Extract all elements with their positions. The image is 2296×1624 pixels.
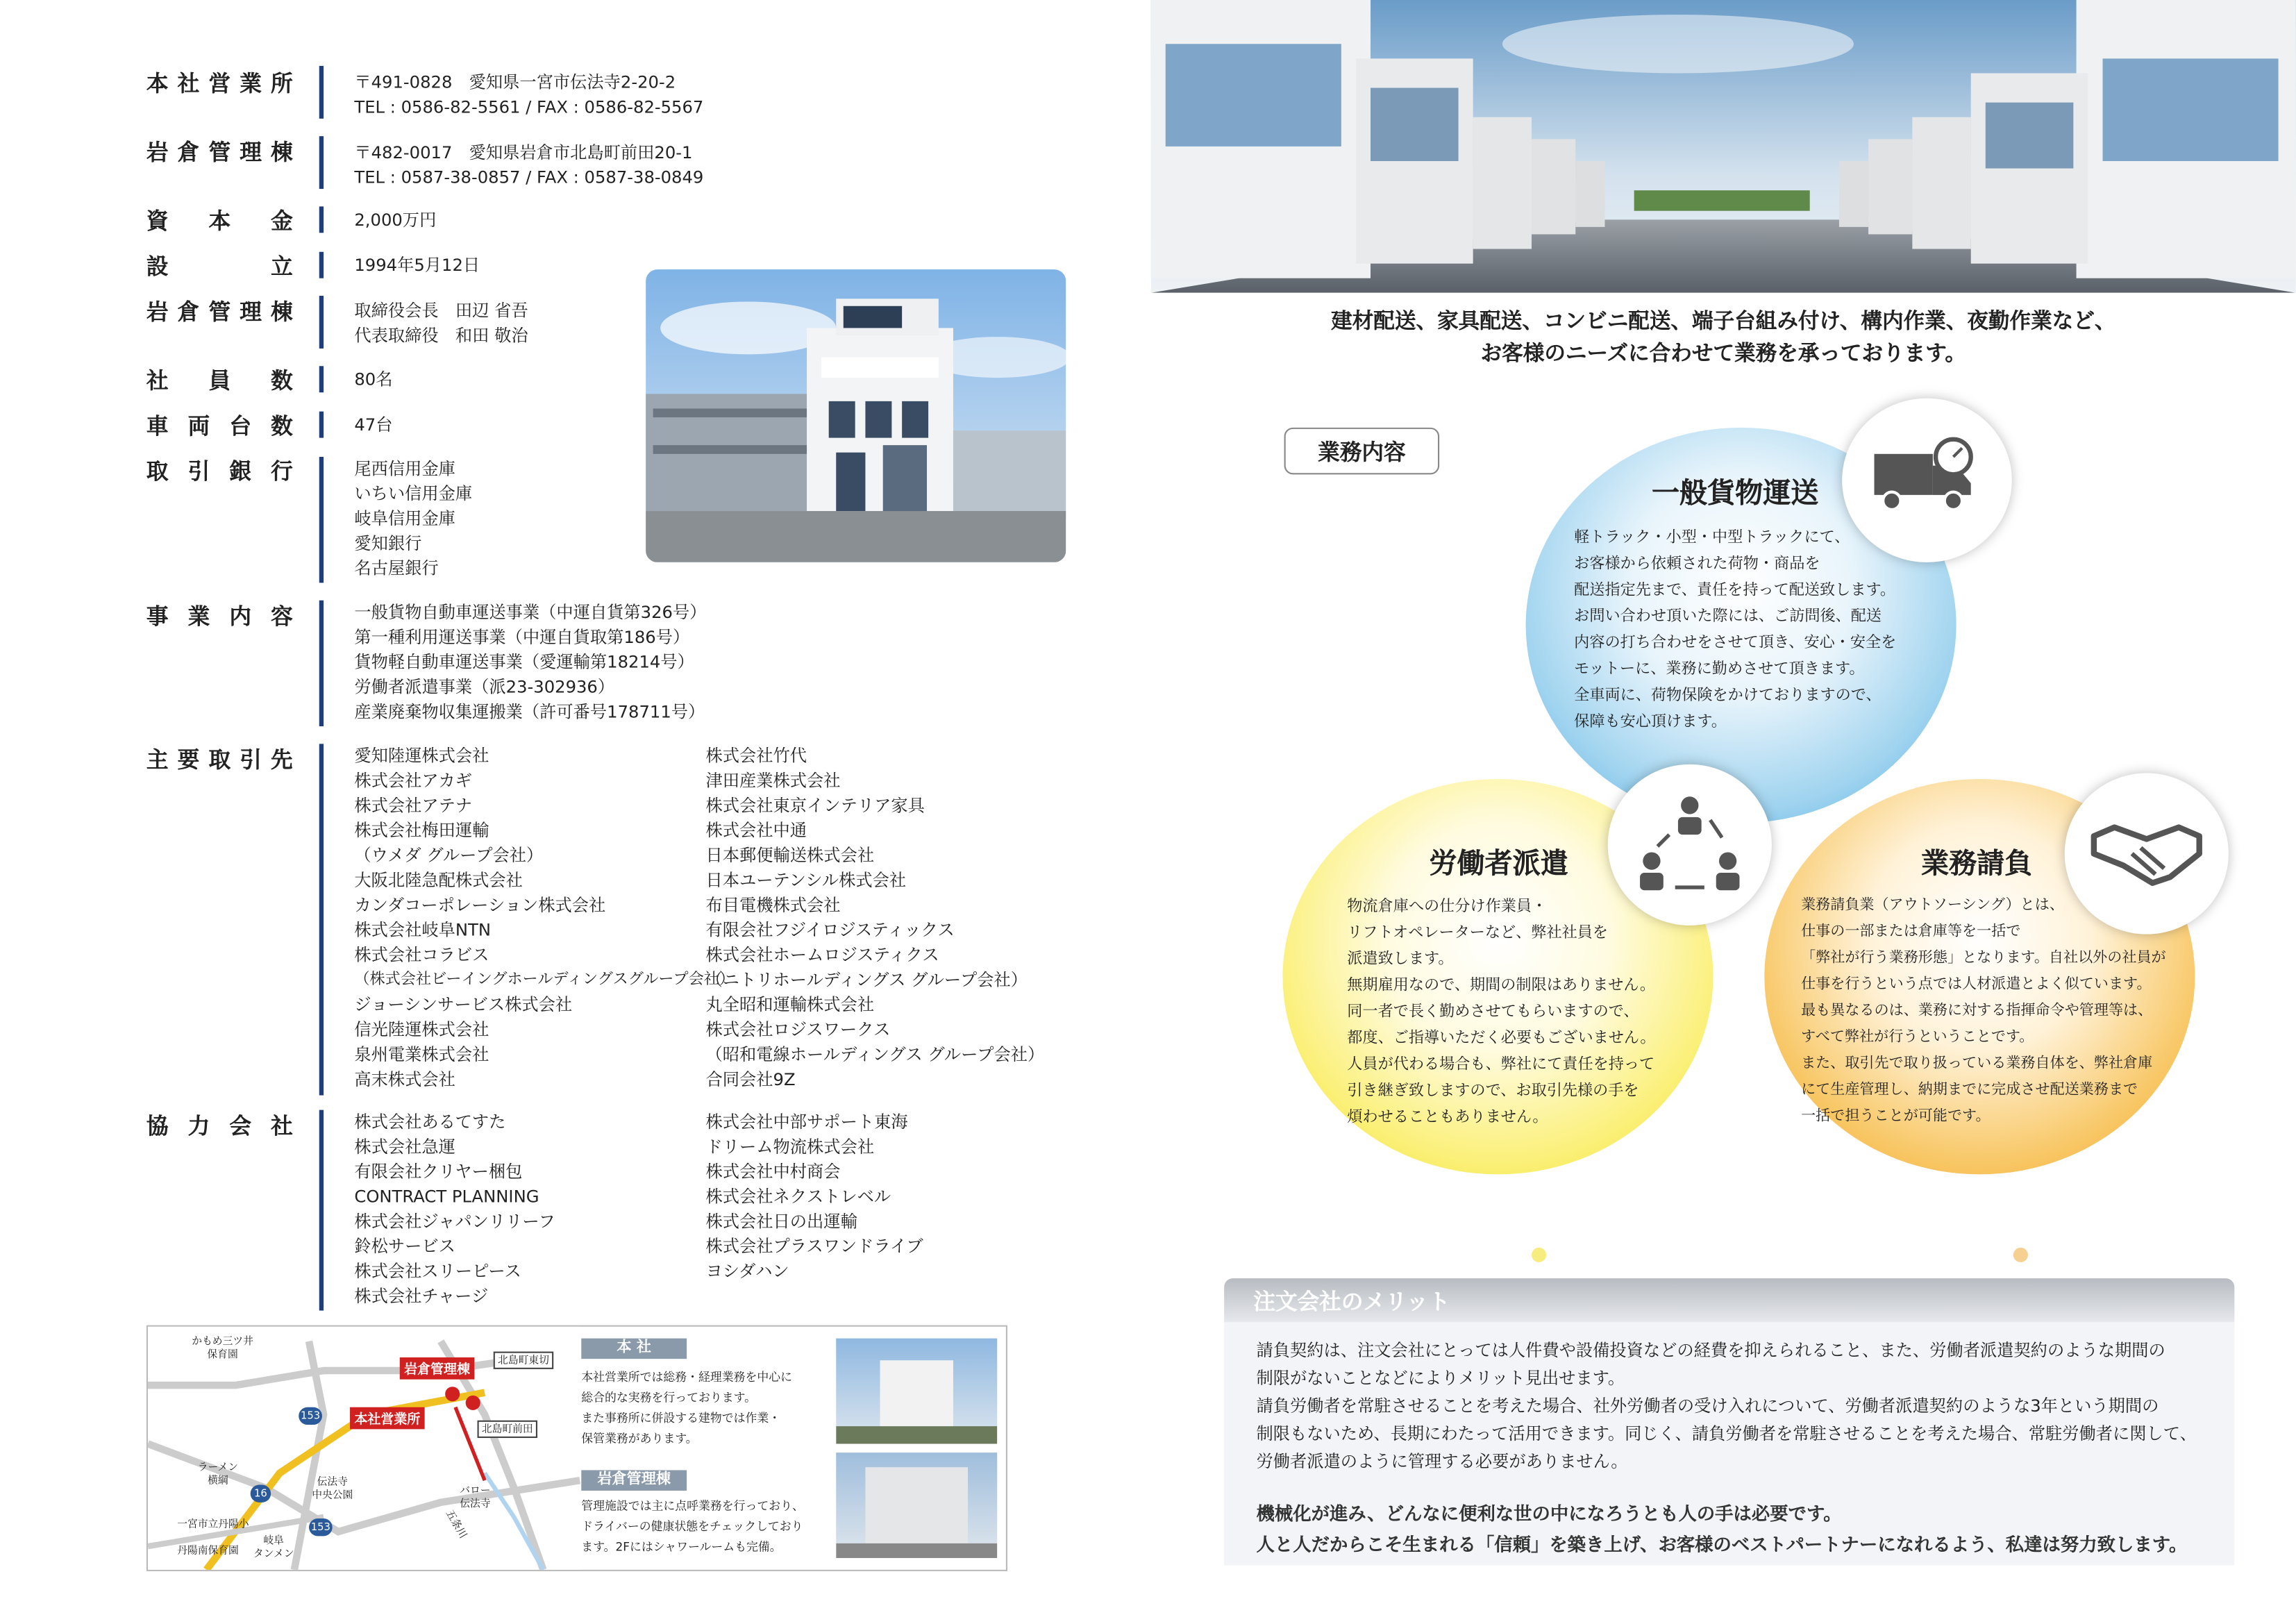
honsha-address: 〒491-0828 愛知県一宮市伝法寺2-20-2 TEL : 0586-82-5561 / FAX : 0586-82-5567 [354, 72, 704, 117]
map-label-gifu-tanmen: 岐阜 タンメン [253, 1534, 294, 1560]
founded-value: 1994年5月12日 [354, 254, 480, 276]
service-freight-title: 一般貨物運送 [1651, 477, 1819, 510]
merit-header [1224, 1278, 2234, 1322]
map-label-ichinomiya-school: 一宮市立丹陽小 [177, 1518, 249, 1530]
route-153-badge: 153 [309, 1518, 333, 1536]
closing-line1: 機械化が進み、どんなに便利な世の中になろうとも人の手は必要です。 [1256, 1502, 1842, 1525]
services-heading: 業務内容 [1284, 428, 1440, 474]
access-map [146, 1325, 1007, 1571]
label-iwakura: 岩 倉 管 理 棟 [146, 139, 293, 166]
label-clients: 主 要 取 引 先 [146, 746, 293, 773]
service-dispatch-title: 労働者派遣 [1429, 848, 1568, 880]
capital-value: 2,000万円 [354, 209, 437, 231]
tagline-line1: 建材配送、家具配送、コンビニ配送、端子台組み付け、構内作業、夜勤作業など、 [1331, 310, 2116, 334]
partners-list-2: 株式会社中部サポート東海 ドリーム物流株式会社 株式会社中村商会 株式会社ネクストレベル 株式会社日の出運輸 株式会社プラスワンドライブ ヨシダハン [705, 1111, 923, 1282]
divider-bar [319, 66, 324, 119]
label-capital: 資 本 金 [146, 208, 293, 235]
label-vehicles: 車 両 台 数 [146, 412, 293, 440]
label-banks: 取 引 銀 行 [146, 458, 293, 485]
label-honsha: 本 社 営 業 所 [146, 70, 293, 97]
service-outsourcing-title: 業務請負 [1921, 848, 2033, 880]
divider-bar [319, 744, 324, 1095]
label-founded: 設 立 [146, 253, 293, 280]
route-16-badge: 16 [251, 1485, 271, 1502]
honsha-info-text: 本社営業所では総務・経理業務を中心に 総合的な実務を行っております。 また事務所に併設する建物では作業・ 保管業務があります。 [581, 1371, 792, 1446]
vehicles-value: 47台 [354, 414, 393, 435]
divider-bar [319, 136, 324, 189]
map-label-denpoji-park: 伝法寺 中央公園 [312, 1475, 353, 1501]
service-freight-text: 軽トラック・小型・中型トラックにて、 お客様から依頼された荷物・商品を 配送指定先まで、責任を持って配送致します。 お問い合わせ頂いた際には、ご訪問後、配送 内容の打ち合わせをさせて頂き、安心・安全を モットーに、業務に勤めさせて頂きます。 全車両に、荷物保険をかけておりますので、 保障も安心頂けます。 [1574, 528, 1897, 731]
label-employees: 社 員 数 [146, 367, 293, 394]
divider-bar [319, 601, 324, 726]
decor-dot [1532, 1248, 1546, 1262]
divider-bar [319, 296, 324, 349]
officers-value: 取締役会長 田辺 省吾 代表取締役 和田 敬治 [354, 300, 528, 346]
clients-list-1: 愛知陸運株式会社 株式会社アカギ 株式会社アテナ 株式会社梅田運輸 （ウメダ グループ会社） 大阪北陸急配株式会社 カンダコーポレーション株式会社 株式会社岐阜NTN 株式会社コラビス （株式会社ビーイングホールディングスグループ会社） ジョーシンサービス株式会社 信光陸運株式会社 泉州電業株式会社 高末株式会社 [354, 745, 735, 1090]
label-officers: 岩 倉 管 理 棟 [146, 299, 293, 326]
partners-list-1: 株式会社あるてすた 株式会社急運 有限会社クリヤー梱包 CONTRACT PLANNING 株式会社ジャパンリリーフ 鈴松サービス 株式会社スリーピース 株式会社チャージ [354, 1111, 555, 1307]
divider-bar [319, 366, 324, 392]
divider-bar [319, 412, 324, 438]
route-153-badge: 153 [299, 1407, 322, 1425]
map-label-valor: バロー 伝法寺 [460, 1484, 491, 1510]
iwakura-photo [836, 1453, 997, 1558]
map-label-kamome: かもめ三ツ井 保育園 [192, 1335, 253, 1361]
honsha-photo [836, 1339, 997, 1444]
employees-value: 80名 [354, 369, 393, 390]
map-label-honsha: 本社営業所 [350, 1407, 425, 1430]
iwakura-info-title: 岩倉管理棟 [581, 1470, 687, 1491]
map-label-kitajima-higashi: 北島町東切 [494, 1352, 553, 1369]
iwakura-address: 〒482-0017 愛知県岩倉市北島町前田20-1 TEL : 0587-38-0857 / FAX : 0587-38-0849 [354, 142, 704, 187]
business-list: 一般貨物自動車運送事業（中運自貨第326号） 第一種利用運送事業（中運自貨取第186号） 貨物軽自動車運送事業（愛運輸第18214号） 労働者派遣事業（派23-302936） 産業廃棄物収集運搬業（許可番号178711号） [354, 601, 707, 722]
merit-title: 注文会社のメリット [1253, 1288, 1450, 1315]
divider-bar [319, 1110, 324, 1311]
service-dispatch-text: 物流倉庫への仕分け作業員・ リフトオペレーターなど、弊社社員を 派遣致します。 無期雇用なので、期間の制限はありません。 同一者で長く勤めさせてもらいますので、 都度、ご指導いただく必要もございません。 人員が代わる場合も、弊社にて責任を持って 引き継ぎ致しますので、お取引先様の手を 煩わせることもありません。 [1347, 897, 1656, 1126]
map-label-iwakura: 岩倉管理棟 [400, 1357, 475, 1380]
honsha-info-title: 本 社 [581, 1339, 687, 1359]
divider-bar [319, 252, 324, 278]
clients-list-2: 株式会社竹代 津田産業株式会社 株式会社東京インテリア家具 株式会社中通 日本郵便輸送株式会社 日本ユーテンシル株式会社 布目電機株式会社 有限会社フジイロジスティックス 株式会社ホームロジスティクス （ニトリホールディングス グループ会社） 丸全昭和運輸株式会社 株式会社ロジスワークス （昭和電線ホールディングス グループ会社） 合同会社9Z [705, 745, 1045, 1090]
decor-dot [2013, 1248, 2028, 1262]
label-business: 事 業 内 容 [146, 603, 293, 630]
map-label-kitajima-maeda: 北島町前田 [478, 1421, 537, 1438]
banks-list: 尾西信用金庫 いちい信用金庫 岐阜信用金庫 愛知銀行 名古屋銀行 [354, 458, 473, 579]
divider-bar [319, 457, 324, 583]
merit-text: 請負契約は、注文会社にとっては人件費や設備投資などの経費を抑えられること、また、労働者派遣契約のような期間の 制限がないことなどによりメリット見出せます。 請負労働者を常駐させることを考えた場合、社外労働者の受け入れについて、労働者派遣契約のような3年という期間の 制限もないため、長期にわたって活用できます。同じく、請負労働者を常駐させることを考えた場合、常駐労働者に関して、 労働者派遣のように管理する必要がありません。 [1256, 1339, 2197, 1472]
map-label-tanyo: 丹陽南保育園 [177, 1544, 239, 1557]
truck-fleet-photo [1151, 0, 2296, 293]
map-label-ramen: ラーメン 横綱 [197, 1461, 239, 1487]
service-outsourcing-text: 業務請負業（アウトソーシング）とは、 仕事の一部または倉庫等を一括で 「弊社が行う業務形態」となります。自社以外の社員が 仕事を行うという点では人材派遣とよく似ています。 最も異なるのは、業務に対する指揮命令や管理等は、 すべて弊社が行うということです。 また、取引先で取り扱っている業務自体を、弊社倉庫 にて生産管理し、納期までに完成させ配送業務まで 一括で担うことが可能です。 [1801, 897, 2166, 1125]
label-partners: 協 力 会 社 [146, 1112, 293, 1139]
divider-bar [319, 206, 324, 233]
map-label-gojo-river: 五条川 [443, 1508, 469, 1541]
iwakura-info-text: 管理施設では主に点呼業務を行っており、 ドライバーの健康状態をチェックしており ます。2Fにはシャワールームも完備。 [581, 1499, 804, 1554]
office-building-photo [646, 269, 1066, 562]
tagline-line2: お客様のニーズに合わせて業務を承っております。 [1480, 342, 1966, 367]
closing-line2: 人と人だからこそ生まれる「信頼」を築き上げ、お客様のベストパートナーになれるよう、私達は努力致します。 [1256, 1533, 2188, 1555]
